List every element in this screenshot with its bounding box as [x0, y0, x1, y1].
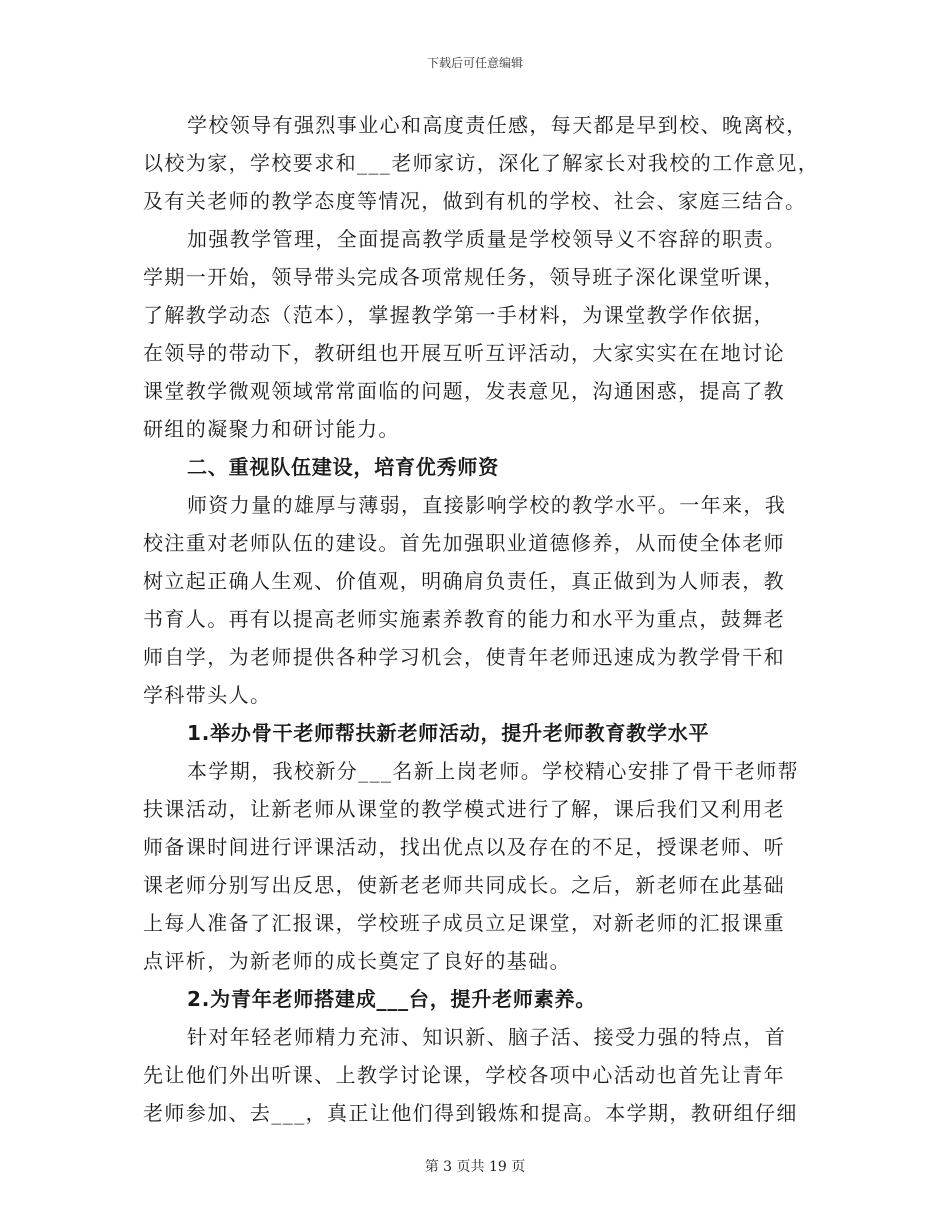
section-heading: 1.举办骨干老师帮扶新老师活动，提升老师教育教学水平: [187, 721, 710, 745]
text-line: 师自学，为老师提供各种学习机会，使青年老师迅速成为教学骨干和: [143, 645, 785, 669]
text-line: 校注重对老师队伍的建设。首先加强职业道德修养，从而使全体老师: [143, 531, 785, 555]
text-line: 扶课活动，让新老师从课堂的教学模式进行了解，课后我们又利用老: [143, 797, 785, 821]
section-heading: 二、重视队伍建设，培育优秀师资: [187, 455, 499, 479]
section-heading: 2.为青年老师搭建成___台，提升老师素养。: [187, 987, 597, 1011]
text-line: 以校为家，学校要求和___老师家访，深化了解家长对我校的工作意见，: [143, 151, 820, 175]
text-line: 师资力量的雄厚与薄弱，直接影响学校的教学水平。一年来，我: [187, 493, 787, 517]
text-line: 加强教学管理，全面提高教学质量是学校领导义不容辞的职责。: [187, 227, 787, 251]
text-line: 研组的凝聚力和研讨能力。: [143, 417, 400, 441]
text-line: 课老师分别写出反思，使新老老师共同成长。之后，新老师在此基础: [143, 873, 785, 897]
text-line: 学期一开始，领导带头完成各项常规任务，领导班子深化课堂听课，: [143, 265, 785, 289]
text-line: 树立起正确人生观、价值观，明确肩负责任，真正做到为人师表，教: [143, 569, 785, 593]
text-line: 点评析，为新老师的成长奠定了良好的基础。: [143, 949, 571, 973]
text-line: 及有关老师的教学态度等情况，做到有机的学校、社会、家庭三结合。: [143, 189, 807, 213]
text-line: 课堂教学微观领域常常面临的问题，发表意见，沟通困惑，提高了教: [143, 379, 785, 403]
text-line: 书育人。再有以提高老师实施素养教育的能力和水平为重点，鼓舞老: [143, 607, 785, 631]
page-number: 第 3 页共 19 页: [424, 1159, 526, 1175]
text-line: 上每人准备了汇报课，学校班子成员立足课堂，对新老师的汇报课重: [143, 911, 785, 935]
document-body: [143, 106, 820, 1132]
text-line: 本学期，我校新分___名新上岗老师。学校精心安排了骨干老师帮: [187, 759, 799, 783]
text-line: 了解教学动态（范本），掌握教学第一手材料，为课堂教学作依据，: [143, 303, 775, 327]
text-line: 师备课时间进行评课活动，找出优点以及存在的不足，授课老师、听: [143, 835, 785, 859]
text-line: 针对年轻老师精力充沛、知识新、脑子活、接受力强的特点，首: [187, 1025, 787, 1049]
text-line: 在领导的带动下，教研组也开展互听互评活动，大家实实在在地讨论: [143, 341, 785, 365]
text-line: 学校领导有强烈事业心和高度责任感，每天都是早到校、晚离校，: [187, 113, 808, 137]
text-line: 学科带头人。: [143, 683, 272, 707]
text-line: 老师参加、去___，真正让他们得到锻炼和提高。本学期，教研组仔细: [143, 1101, 798, 1125]
header-note: 下载后可任意编辑: [426, 56, 523, 70]
text-line: 先让他们外出听课、上教学讨论课，学校各项中心活动也首先让青年: [143, 1063, 785, 1087]
